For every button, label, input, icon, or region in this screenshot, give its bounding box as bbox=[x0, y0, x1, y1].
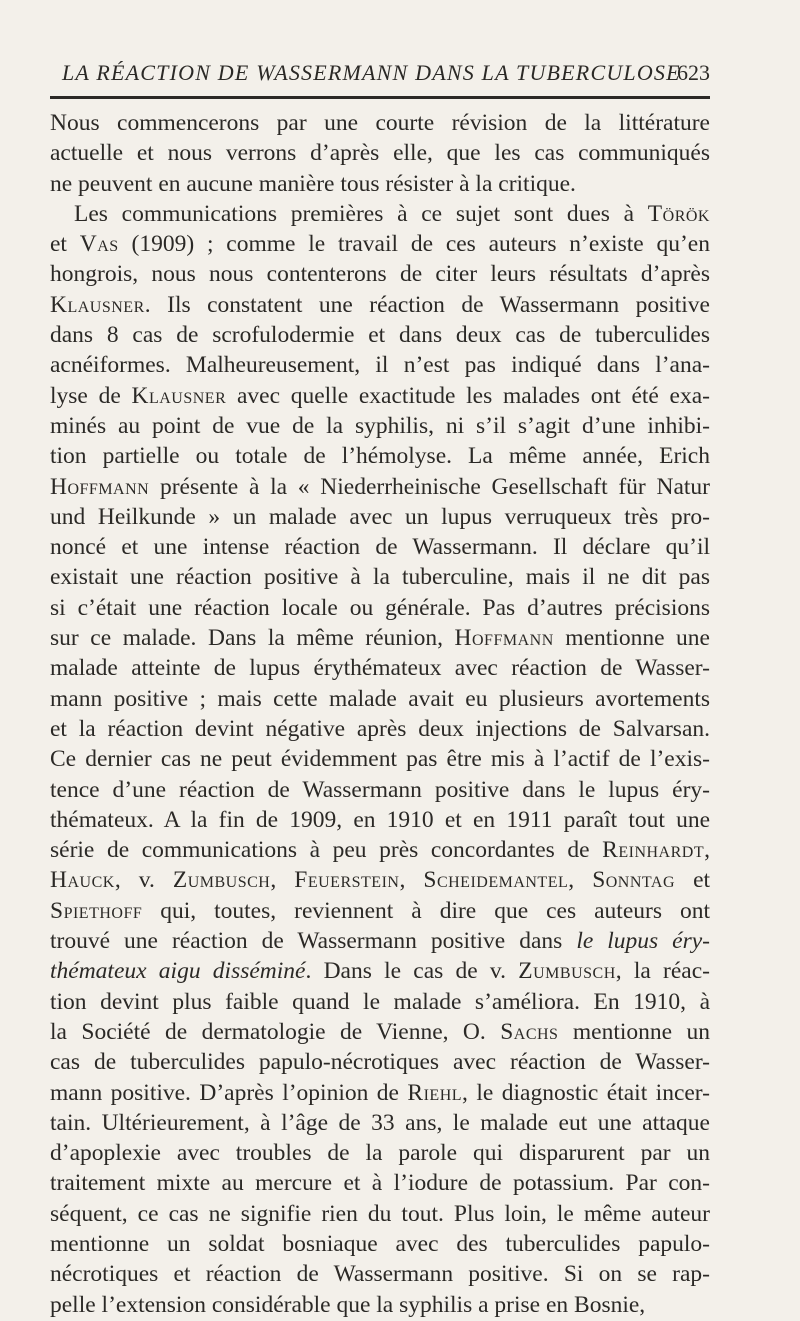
author-name: Sonntag bbox=[592, 867, 676, 894]
text-run: thémateux. A la fin de 1909, en 1910 et en 1911 paraît tout une bbox=[50, 806, 710, 833]
text-run: ne peuvent en aucune manière tous résister à la critique. bbox=[50, 170, 576, 197]
text-run: dans 8 cas de scrofulodermie et dans deux cas de tuberculides bbox=[50, 322, 710, 349]
text-run: séquent, ce cas ne signifie rien du tout. Plus loin, le même auteur bbox=[50, 1200, 710, 1227]
text-line bbox=[50, 1229, 710, 1259]
text-run: Nous commencerons par une courte révision de la littérature bbox=[50, 110, 710, 136]
page-number: 623 bbox=[677, 60, 710, 85]
italic-text: le lupus éry- bbox=[576, 928, 710, 955]
text-line bbox=[50, 1259, 710, 1289]
text-line bbox=[50, 865, 710, 895]
text-line bbox=[50, 290, 710, 320]
italic-text: thémateux aigu disséminé bbox=[50, 958, 306, 985]
text-run: et bbox=[50, 231, 80, 258]
text-run: lyse de bbox=[50, 382, 132, 409]
text-run: hongrois, nous nous contenterons de citer leurs résultats d’après bbox=[50, 261, 710, 288]
text-line bbox=[50, 259, 710, 289]
text-run: und Heilkunde » un malade avec un lupus verruqueux très pro- bbox=[50, 503, 710, 530]
text-line bbox=[50, 532, 710, 562]
author-name: Hoffmann bbox=[454, 625, 554, 652]
author-name: Spiethoff bbox=[50, 897, 143, 924]
text-run: , la réac- bbox=[615, 958, 710, 985]
text-run: tain. Ultérieurement, à l’âge de 33 ans, le malade eut une attaque bbox=[50, 1109, 710, 1136]
text-run: mentionne un soldat bosniaque avec des tuberculides papulo- bbox=[50, 1230, 710, 1257]
text-line bbox=[50, 684, 710, 714]
text-run: mann positive ; mais cette malade avait eu plusieurs avortements bbox=[50, 685, 710, 712]
text-run: mentionne un bbox=[558, 1018, 710, 1045]
text-run: tion partielle ou totale de l’hémolyse. La même année, Erich bbox=[50, 443, 710, 470]
text-line bbox=[50, 835, 710, 865]
author-name: Sachs bbox=[500, 1018, 559, 1045]
text-line bbox=[50, 1047, 710, 1077]
text-run: Les communications premières à ce sujet sont dues à bbox=[74, 200, 648, 227]
text-run: nécrotiques et réaction de Wassermann positive. Si on se rap- bbox=[50, 1261, 710, 1288]
text-line bbox=[50, 896, 710, 926]
text-line bbox=[50, 320, 710, 350]
text-run: minés au point de vue de la syphilis, ni s’il s’agit d’une inhibi- bbox=[50, 412, 710, 439]
author-name: Reinhardt bbox=[602, 837, 705, 864]
text-run: série de communications à peu près concordantes de bbox=[50, 837, 603, 864]
text-line bbox=[50, 744, 710, 774]
text-line bbox=[50, 593, 710, 623]
text-line bbox=[50, 472, 710, 502]
text-run: mentionne une bbox=[553, 625, 710, 652]
header-rule bbox=[50, 96, 710, 99]
author-name: Zumbusch bbox=[172, 867, 271, 894]
author-name: Zumbusch bbox=[518, 958, 616, 985]
text-run: malade atteinte de lupus érythémateux avec réaction de Wasser- bbox=[50, 655, 710, 682]
text-run: tion devint plus faible quand le malade s’améliora. En 1910, à bbox=[50, 988, 710, 1015]
text-line bbox=[50, 138, 710, 168]
text-line bbox=[50, 775, 710, 805]
text-line bbox=[50, 1017, 710, 1047]
text-run: tence d’une réaction de Wassermann positive dans le lupus éry- bbox=[50, 776, 710, 803]
author-name: Török bbox=[647, 200, 710, 227]
text-line bbox=[50, 926, 710, 956]
text-run: la Société de dermatologie de Vienne, O. bbox=[50, 1018, 501, 1045]
text-line bbox=[50, 1108, 710, 1138]
text-line bbox=[50, 956, 710, 986]
author-name: Scheidemantel bbox=[423, 867, 569, 894]
body-text bbox=[50, 108, 710, 1320]
text-run: existait une réaction positive à la tuberculine, mais il ne dit pas bbox=[50, 564, 710, 591]
author-name: Klausner bbox=[50, 291, 145, 318]
text-run: d’apoplexie avec troubles de la parole qui disparurent par un bbox=[50, 1140, 710, 1167]
text-line bbox=[50, 714, 710, 744]
text-run: présente à la « Niederrheinische Gesellschaft für Natur bbox=[149, 473, 710, 500]
author-name: Hoffmann bbox=[50, 473, 150, 500]
text-run: mann positive. D’après l’opinion de bbox=[50, 1079, 408, 1106]
text-run: si c’était une réaction locale ou générale. Pas d’autres précisions bbox=[50, 594, 710, 621]
text-line bbox=[50, 441, 710, 471]
text-line bbox=[50, 169, 710, 199]
running-head bbox=[62, 58, 714, 88]
text-line bbox=[50, 108, 710, 138]
text-line bbox=[50, 350, 710, 380]
author-name: Vas bbox=[79, 231, 119, 258]
text-line bbox=[50, 1168, 710, 1198]
text-line bbox=[50, 411, 710, 441]
text-run: . Ils constatent une réaction de Wassermann positive bbox=[144, 291, 710, 318]
text-line bbox=[50, 987, 710, 1017]
text-line bbox=[50, 805, 710, 835]
text-run: traitement mixte au mercure et à l’iodure de potassium. Par con- bbox=[50, 1170, 710, 1197]
text-run: trouvé une réaction de Wassermann positive dans bbox=[50, 928, 577, 955]
text-run: actuelle et nous verrons d’après elle, que les cas communiqués bbox=[50, 140, 710, 167]
text-run: acnéiformes. Malheureusement, il n’est pas indiqué dans l’ana- bbox=[50, 352, 710, 379]
running-title: LA RÉACTION DE WASSERMANN DANS LA TUBERCULOSE bbox=[62, 60, 681, 85]
text-run: , v. bbox=[114, 867, 173, 894]
text-run: , bbox=[270, 867, 295, 894]
text-run: (1909) ; comme le travail de ces auteurs n’existe qu’en bbox=[118, 231, 710, 258]
text-line bbox=[50, 381, 710, 411]
text-line bbox=[50, 1199, 710, 1229]
author-name: Riehl bbox=[407, 1079, 463, 1106]
text-run: pelle l’extension considérable que la syphilis a prise en Bosnie, bbox=[50, 1291, 646, 1318]
text-run: , bbox=[704, 837, 710, 864]
text-line bbox=[50, 1078, 710, 1108]
author-name: Klausner bbox=[131, 382, 227, 409]
text-line bbox=[50, 199, 710, 229]
author-name: Hauck bbox=[50, 867, 115, 894]
text-run: et la réaction devint négative après deux injections de Salvarsan. bbox=[50, 715, 710, 742]
text-run: , le diagnostic était incer- bbox=[462, 1079, 710, 1106]
author-name: Feuerstein bbox=[294, 867, 400, 894]
text-run: Ce dernier cas ne peut évidemment pas être mis à l’actif de l’exis- bbox=[50, 746, 710, 773]
text-run: avec quelle exactitude les malades ont été exa- bbox=[226, 382, 710, 409]
text-line bbox=[50, 1138, 710, 1168]
text-line bbox=[50, 623, 710, 653]
text-run: sur ce malade. Dans la même réunion, bbox=[50, 625, 455, 652]
text-run: et bbox=[675, 867, 710, 894]
text-run: noncé et une intense réaction de Wassermann. Il déclare qu’il bbox=[50, 534, 710, 561]
text-line bbox=[50, 229, 710, 259]
text-line bbox=[50, 653, 710, 683]
text-run: , bbox=[399, 867, 424, 894]
text-run: . Dans le cas de v. bbox=[305, 958, 519, 985]
text-run: , bbox=[568, 867, 593, 894]
text-run: qui, toutes, reviennent à dire que ces auteurs ont bbox=[142, 897, 710, 924]
text-line bbox=[50, 1290, 710, 1320]
text-run: cas de tuberculides papulo-nécrotiques avec réaction de Wasser- bbox=[50, 1049, 710, 1076]
text-line bbox=[50, 562, 710, 592]
text-line bbox=[50, 502, 710, 532]
